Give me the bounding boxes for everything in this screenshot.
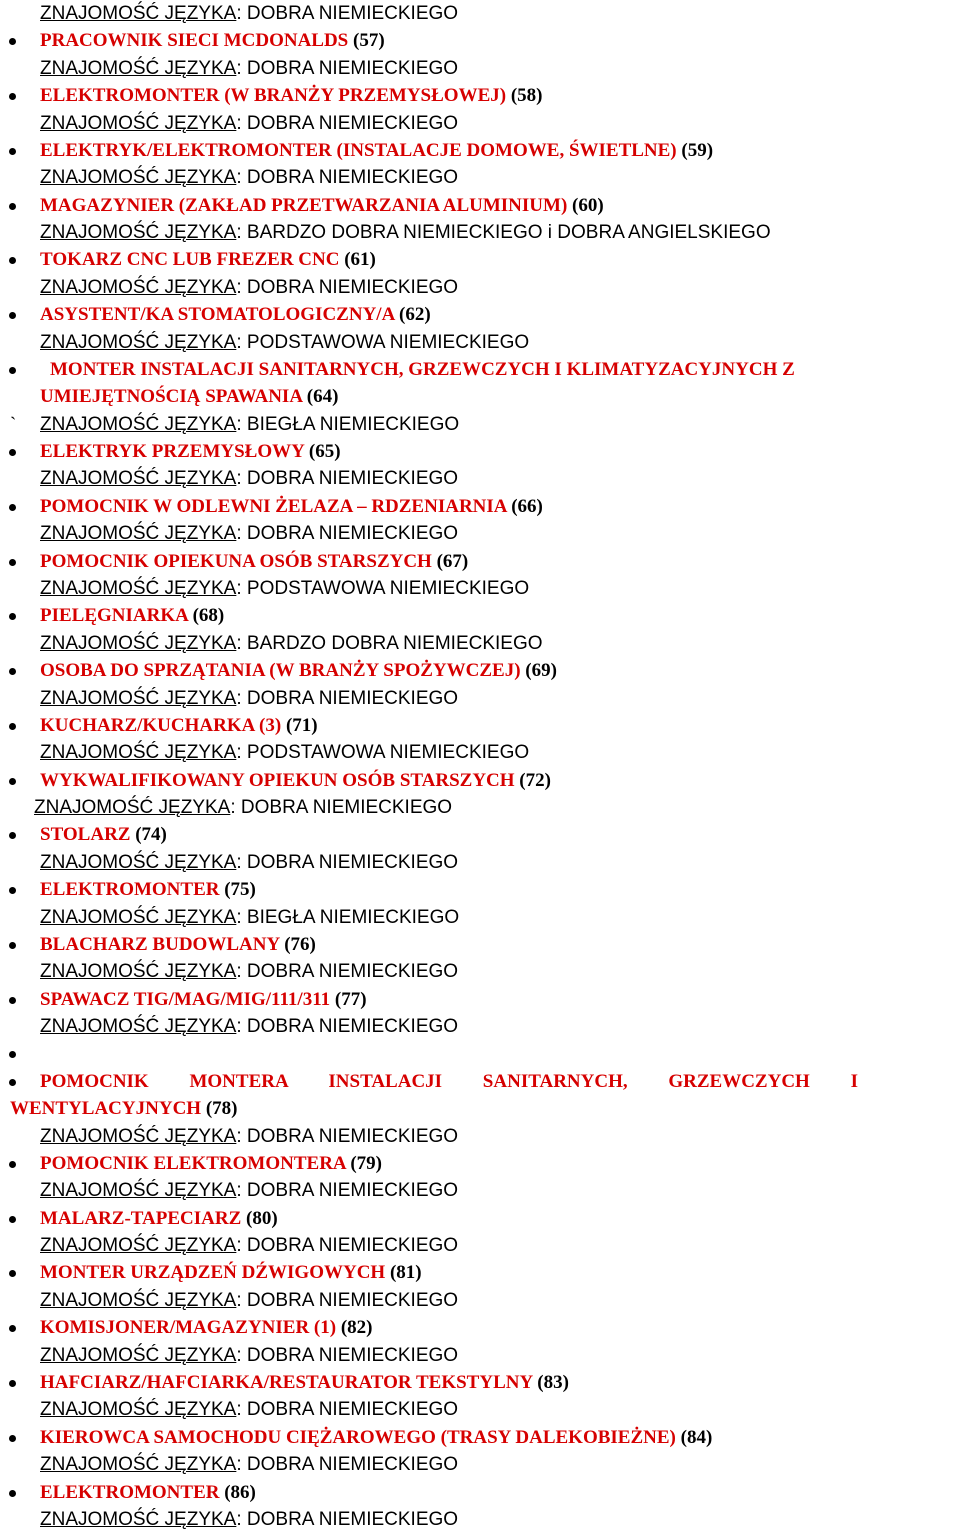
language-line xyxy=(0,219,960,246)
language-requirement: ZNAJOMOŚĆ JĘZYKA: DOBRA NIEMIECKIEGO xyxy=(40,468,459,489)
job-number: (67) xyxy=(436,551,469,572)
job-title-line xyxy=(0,712,960,739)
language-requirement: ZNAJOMOŚĆ JĘZYKA: DOBRA NIEMIECKIEGO xyxy=(40,1509,459,1530)
job-number: (84) xyxy=(680,1427,713,1448)
language-label: ZNAJOMOŚĆ JĘZYKA xyxy=(34,797,231,818)
language-requirement: ZNAJOMOŚĆ JĘZYKA: DOBRA NIEMIECKIEGO xyxy=(40,1399,459,1420)
language-label: ZNAJOMOŚĆ JĘZYKA xyxy=(40,1290,237,1311)
language-line xyxy=(0,630,960,657)
job-title: BLACHARZ BUDOWLANY (76) xyxy=(40,934,316,955)
language-requirement: ZNAJOMOŚĆ JĘZYKA: DOBRA NIEMIECKIEGO xyxy=(34,797,453,818)
language-requirement: ZNAJOMOŚĆ JĘZYKA: PODSTAWOWA NIEMIECKIEGO xyxy=(40,578,530,599)
tick-mark: ` xyxy=(10,414,17,435)
language-line xyxy=(0,794,960,821)
bullet-icon xyxy=(9,1270,16,1277)
language-requirement: ZNAJOMOŚĆ JĘZYKA: DOBRA NIEMIECKIEGO xyxy=(40,852,459,873)
job-title-line xyxy=(0,27,960,54)
job-title: MALARZ-TAPECIARZ (80) xyxy=(40,1208,278,1229)
job-number: (64) xyxy=(306,386,339,407)
bullet-icon xyxy=(9,203,16,210)
language-line xyxy=(0,1287,960,1314)
job-title-continuation xyxy=(0,383,960,410)
job-number: (58) xyxy=(510,85,543,106)
job-title: KUCHARZ/KUCHARKA (3) (71) xyxy=(40,715,318,736)
job-title: STOLARZ (74) xyxy=(40,824,167,845)
language-label: ZNAJOMOŚĆ JĘZYKA xyxy=(40,1016,237,1037)
job-title: TOKARZ CNC LUB FREZER CNC (61) xyxy=(40,249,376,270)
job-number: (83) xyxy=(537,1372,569,1393)
language-label: ZNAJOMOŚĆ JĘZYKA xyxy=(40,277,237,298)
language-requirement: ZNAJOMOŚĆ JĘZYKA: PODSTAWOWA NIEMIECKIEGO xyxy=(40,332,530,353)
job-title: POMOCNIK OPIEKUNA OSÓB STARSZYCH (67) xyxy=(40,551,469,572)
language-label: ZNAJOMOŚĆ JĘZYKA xyxy=(40,742,237,763)
job-number: (59) xyxy=(681,140,714,161)
language-requirement: ZNAJOMOŚĆ JĘZYKA: DOBRA NIEMIECKIEGO xyxy=(40,1345,459,1366)
language-line xyxy=(0,1342,960,1369)
job-title: POMOCNIK ELEKTROMONTERA (79) xyxy=(40,1153,383,1174)
language-requirement: ZNAJOMOŚĆ JĘZYKA: DOBRA NIEMIECKIEGO xyxy=(40,1126,459,1147)
job-number: (76) xyxy=(284,934,316,955)
job-title: PRACOWNIK SIECI MCDONALDS (57) xyxy=(40,30,385,51)
job-number: (77) xyxy=(334,989,367,1010)
job-number: (69) xyxy=(525,660,557,681)
language-line xyxy=(0,411,960,438)
job-title: ASYSTENT/KA STOMATOLOGICZNY/A (62) xyxy=(40,304,431,325)
language-line xyxy=(0,110,960,137)
language-line xyxy=(0,164,960,191)
language-line xyxy=(0,1013,960,1040)
language-line xyxy=(0,1177,960,1204)
bullet-icon xyxy=(9,668,16,675)
job-title: HAFCIARZ/HAFCIARKA/RESTAURATOR TEKSTYLNY (83) xyxy=(40,1372,569,1393)
bullet-icon xyxy=(9,613,16,620)
language-label: ZNAJOMOŚĆ JĘZYKA xyxy=(40,332,237,353)
job-number: (61) xyxy=(344,249,376,270)
bullet-icon xyxy=(9,1325,16,1332)
language-line xyxy=(0,849,960,876)
bullet-icon xyxy=(9,832,16,839)
job-title: ELEKTRYK PRZEMYSŁOWY (65) xyxy=(40,441,341,462)
language-requirement: ZNAJOMOŚĆ JĘZYKA: DOBRA NIEMIECKIEGO xyxy=(40,277,459,298)
job-number: (68) xyxy=(192,605,225,626)
language-label: ZNAJOMOŚĆ JĘZYKA xyxy=(40,578,237,599)
language-label: ZNAJOMOŚĆ JĘZYKA xyxy=(40,907,237,928)
language-requirement: ZNAJOMOŚĆ JĘZYKA: DOBRA NIEMIECKIEGO xyxy=(40,1290,459,1311)
language-line xyxy=(0,1506,960,1533)
job-title-line xyxy=(0,493,960,520)
job-number: (79) xyxy=(350,1153,383,1174)
language-line xyxy=(0,1396,960,1423)
language-requirement: ZNAJOMOŚĆ JĘZYKA: BIEGŁA NIEMIECKIEGO xyxy=(40,414,460,435)
job-title-line xyxy=(0,438,960,465)
bullet-icon xyxy=(9,997,16,1004)
language-line xyxy=(0,575,960,602)
language-label: ZNAJOMOŚĆ JĘZYKA xyxy=(40,1454,237,1475)
job-number: (71) xyxy=(285,715,318,736)
language-requirement: ZNAJOMOŚĆ JĘZYKA: DOBRA NIEMIECKIEGO xyxy=(40,1016,459,1037)
language-requirement: ZNAJOMOŚĆ JĘZYKA: BARDZO DOBRA NIEMIECKIEGO i DOBRA ANGIELSKIEGO xyxy=(40,222,771,243)
job-number: (72) xyxy=(519,770,551,791)
language-requirement: ZNAJOMOŚĆ JĘZYKA: DOBRA NIEMIECKIEGO xyxy=(40,1180,459,1201)
language-label: ZNAJOMOŚĆ JĘZYKA xyxy=(40,852,237,873)
language-label: ZNAJOMOŚĆ JĘZYKA xyxy=(40,523,237,544)
job-title-line xyxy=(0,192,960,219)
bullet-icon xyxy=(9,723,16,730)
language-label: ZNAJOMOŚĆ JĘZYKA xyxy=(40,1235,237,1256)
language-line xyxy=(0,1123,960,1150)
job-title-line xyxy=(0,1314,960,1341)
job-title-line xyxy=(0,246,960,273)
language-label: ZNAJOMOŚĆ JĘZYKA xyxy=(40,3,237,24)
job-number: (81) xyxy=(389,1262,422,1283)
job-title-line xyxy=(0,986,960,1013)
language-label: ZNAJOMOŚĆ JĘZYKA xyxy=(40,468,237,489)
language-label: ZNAJOMOŚĆ JĘZYKA xyxy=(40,633,237,654)
job-number: (74) xyxy=(135,824,167,845)
job-title: MAGAZYNIER (ZAKŁAD PRZETWARZANIA ALUMINIUM) (60) xyxy=(40,195,604,216)
language-requirement: ZNAJOMOŚĆ JĘZYKA: DOBRA NIEMIECKIEGO xyxy=(40,1235,459,1256)
language-line xyxy=(0,685,960,712)
job-title-line xyxy=(0,1479,960,1506)
language-label: ZNAJOMOŚĆ JĘZYKA xyxy=(40,1126,237,1147)
job-number: (82) xyxy=(340,1317,373,1338)
language-requirement: ZNAJOMOŚĆ JĘZYKA: BIEGŁA NIEMIECKIEGO xyxy=(40,907,460,928)
job-title-line xyxy=(0,1259,960,1286)
language-requirement: ZNAJOMOŚĆ JĘZYKA: DOBRA NIEMIECKIEGO xyxy=(40,523,459,544)
language-label: ZNAJOMOŚĆ JĘZYKA xyxy=(40,1345,237,1366)
job-title-line xyxy=(0,548,960,575)
job-title-line xyxy=(0,821,960,848)
job-title: SPAWACZ TIG/MAG/MIG/111/311 (77) xyxy=(40,989,367,1010)
language-requirement: ZNAJOMOŚĆ JĘZYKA: DOBRA NIEMIECKIEGO xyxy=(40,113,459,134)
language-label: ZNAJOMOŚĆ JĘZYKA xyxy=(40,113,237,134)
language-requirement: ZNAJOMOŚĆ JĘZYKA: DOBRA NIEMIECKIEGO xyxy=(40,1454,459,1475)
language-requirement: ZNAJOMOŚĆ JĘZYKA: BARDZO DOBRA NIEMIECKIEGO xyxy=(40,633,543,654)
job-title: WYKWALIFIKOWANY OPIEKUN OSÓB STARSZYCH (72) xyxy=(40,770,551,791)
language-line xyxy=(0,55,960,82)
job-number: (80) xyxy=(246,1208,278,1229)
job-number: (62) xyxy=(399,304,431,325)
language-label: ZNAJOMOŚĆ JĘZYKA xyxy=(40,58,237,79)
job-title: POMOCNIK MONTERA INSTALACJI SANITARNYCH, GRZEWCZYCH I xyxy=(40,1071,858,1092)
bullet-icon xyxy=(9,942,16,949)
language-requirement: ZNAJOMOŚĆ JĘZYKA: DOBRA NIEMIECKIEGO xyxy=(40,167,459,188)
bullet-icon xyxy=(9,1216,16,1223)
job-title-line xyxy=(0,301,960,328)
job-title: ELEKTROMONTER (W BRANŻY PRZEMYSŁOWEJ) (58) xyxy=(40,85,543,106)
job-title-line xyxy=(0,137,960,164)
language-line xyxy=(0,465,960,492)
job-title-line xyxy=(0,1150,960,1177)
job-title: OSOBA DO SPRZĄTANIA (W BRANŻY SPOŻYWCZEJ) (69) xyxy=(40,660,557,681)
bullet-icon xyxy=(9,1380,16,1387)
bullet-icon xyxy=(9,148,16,155)
bullet-icon xyxy=(9,887,16,894)
bullet-icon xyxy=(9,1051,16,1058)
bullet-icon xyxy=(9,257,16,264)
bullet-icon xyxy=(9,38,16,45)
bullet-icon xyxy=(9,1435,16,1442)
bullet-icon xyxy=(9,1490,16,1497)
job-title-line xyxy=(0,356,960,383)
job-number: (86) xyxy=(224,1482,256,1503)
job-number: (57) xyxy=(353,30,385,51)
language-label: ZNAJOMOŚĆ JĘZYKA xyxy=(40,222,237,243)
job-title: PIELĘGNIARKA (68) xyxy=(40,605,225,626)
job-title-line xyxy=(0,876,960,903)
language-line xyxy=(0,520,960,547)
bullet-icon xyxy=(9,1161,16,1168)
bullet-icon xyxy=(9,559,16,566)
job-title-continued: WENTYLACYJNYCH (78) xyxy=(10,1098,238,1119)
job-title: KIEROWCA SAMOCHODU CIĘŻAROWEGO (TRASY DALEKOBIEŻNE) (84) xyxy=(40,1427,713,1448)
language-line xyxy=(0,274,960,301)
job-title: KOMISJONER/MAGAZYNIER (1) (82) xyxy=(40,1317,373,1338)
language-line xyxy=(0,904,960,931)
job-title: MONTER INSTALACJI SANITARNYCH, GRZEWCZYCH I KLIMATYZACYJNYCH Z xyxy=(50,359,795,380)
language-line xyxy=(0,0,960,27)
bullet-icon xyxy=(9,93,16,100)
job-title-line xyxy=(0,767,960,794)
job-title-line xyxy=(0,931,960,958)
bullet-icon xyxy=(9,504,16,511)
language-label: ZNAJOMOŚĆ JĘZYKA xyxy=(40,961,237,982)
job-title: MONTER URZĄDZEŃ DŹWIGOWYCH (81) xyxy=(40,1262,422,1283)
job-title-continued: UMIEJĘTNOŚCIĄ SPAWANIA (64) xyxy=(40,386,339,407)
job-title-line xyxy=(0,1424,960,1451)
job-title: ELEKTROMONTER (75) xyxy=(40,879,256,900)
job-title-line xyxy=(0,657,960,684)
bullet-icon xyxy=(9,449,16,456)
language-line xyxy=(0,1451,960,1478)
language-line xyxy=(0,958,960,985)
language-label: ZNAJOMOŚĆ JĘZYKA xyxy=(40,688,237,709)
empty-bullet-line xyxy=(0,1040,960,1067)
job-number: (60) xyxy=(572,195,604,216)
language-requirement: ZNAJOMOŚĆ JĘZYKA: PODSTAWOWA NIEMIECKIEGO xyxy=(40,742,530,763)
job-title-continuation xyxy=(0,1095,960,1122)
job-title-line xyxy=(0,82,960,109)
job-number: (66) xyxy=(511,496,543,517)
language-label: ZNAJOMOŚĆ JĘZYKA xyxy=(40,414,237,435)
job-number: (75) xyxy=(224,879,256,900)
job-title-line xyxy=(0,1205,960,1232)
job-title-line xyxy=(0,1369,960,1396)
job-title: ELEKTRYK/ELEKTROMONTER (INSTALACJE DOMOWE, ŚWIETLNE) (59) xyxy=(40,140,714,161)
job-number: (65) xyxy=(308,441,341,462)
language-line xyxy=(0,739,960,766)
job-title-line xyxy=(0,1068,960,1095)
language-line xyxy=(0,1232,960,1259)
language-label: ZNAJOMOŚĆ JĘZYKA xyxy=(40,167,237,188)
language-requirement: ZNAJOMOŚĆ JĘZYKA: DOBRA NIEMIECKIEGO xyxy=(40,961,459,982)
bullet-icon xyxy=(9,1079,16,1086)
language-label: ZNAJOMOŚĆ JĘZYKA xyxy=(40,1180,237,1201)
bullet-icon xyxy=(9,778,16,785)
bullet-icon xyxy=(9,367,16,374)
bullet-icon xyxy=(9,312,16,319)
language-line xyxy=(0,329,960,356)
language-label: ZNAJOMOŚĆ JĘZYKA xyxy=(40,1509,237,1530)
job-title: ELEKTROMONTER (86) xyxy=(40,1482,256,1503)
job-title-line xyxy=(0,602,960,629)
language-label: ZNAJOMOŚĆ JĘZYKA xyxy=(40,1399,237,1420)
language-requirement: ZNAJOMOŚĆ JĘZYKA: DOBRA NIEMIECKIEGO xyxy=(40,58,459,79)
job-title: POMOCNIK W ODLEWNI ŻELAZA – RDZENIARNIA (66) xyxy=(40,496,543,517)
language-requirement: ZNAJOMOŚĆ JĘZYKA: DOBRA NIEMIECKIEGO xyxy=(40,688,459,709)
language-requirement: ZNAJOMOŚĆ JĘZYKA: DOBRA NIEMIECKIEGO xyxy=(40,3,459,24)
job-number: (78) xyxy=(205,1098,238,1119)
